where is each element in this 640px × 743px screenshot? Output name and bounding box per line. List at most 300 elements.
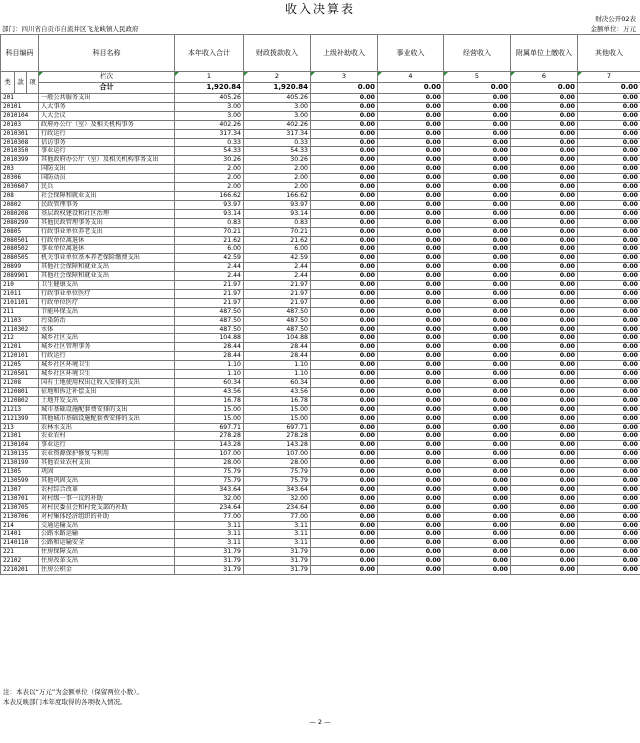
row-business: 0.00 xyxy=(378,298,444,307)
row-code: 2130599 xyxy=(1,476,39,485)
row-superior: 0.00 xyxy=(311,272,378,281)
row-affiliated: 0.00 xyxy=(511,218,578,227)
row-fiscal: 70.21 xyxy=(244,227,311,236)
row-superior: 0.00 xyxy=(311,156,378,165)
row-operation: 0.00 xyxy=(444,236,511,245)
row-operation: 0.00 xyxy=(444,468,511,477)
row-fiscal: 1.10 xyxy=(244,361,311,370)
total-value: 0.00 xyxy=(578,83,640,94)
row-other: 0.00 xyxy=(578,343,640,352)
row-affiliated: 0.00 xyxy=(511,289,578,298)
row-operation: 0.00 xyxy=(444,325,511,334)
row-superior: 0.00 xyxy=(311,111,378,120)
row-operation: 0.00 xyxy=(444,379,511,388)
table-row xyxy=(1,352,640,361)
row-fiscal: 487.50 xyxy=(244,325,311,334)
row-other: 0.00 xyxy=(578,174,640,183)
row-total: 697.71 xyxy=(175,423,244,432)
row-total: 21.97 xyxy=(175,281,244,290)
row-name: 公路水路运输 xyxy=(39,530,175,539)
row-fiscal: 43.56 xyxy=(244,387,311,396)
row-affiliated: 0.00 xyxy=(511,325,578,334)
row-code: 2010308 xyxy=(1,138,39,147)
row-fiscal: 487.50 xyxy=(244,316,311,325)
row-fiscal: 0.33 xyxy=(244,138,311,147)
row-code: 2010350 xyxy=(1,147,39,156)
row-total: 166.62 xyxy=(175,191,244,200)
row-other: 0.00 xyxy=(578,387,640,396)
row-business: 0.00 xyxy=(378,459,444,468)
table-row xyxy=(1,218,640,227)
row-fiscal: 107.00 xyxy=(244,450,311,459)
row-name: 对村集体经济组织的补助 xyxy=(39,512,175,521)
row-code: 2130135 xyxy=(1,450,39,459)
row-fiscal: 31.79 xyxy=(244,557,311,566)
table-row xyxy=(1,298,640,307)
row-business: 0.00 xyxy=(378,370,444,379)
row-name: 住房保障支出 xyxy=(39,548,175,557)
row-operation: 0.00 xyxy=(444,503,511,512)
row-business: 0.00 xyxy=(378,521,444,530)
row-total: 28.44 xyxy=(175,352,244,361)
row-name: 土地开发支出 xyxy=(39,396,175,405)
row-name: 行政事业单位医疗 xyxy=(39,289,175,298)
row-affiliated: 0.00 xyxy=(511,557,578,566)
row-superior: 0.00 xyxy=(311,298,378,307)
row-business: 0.00 xyxy=(378,485,444,494)
row-operation: 0.00 xyxy=(444,343,511,352)
row-code: 2080501 xyxy=(1,236,39,245)
row-superior: 0.00 xyxy=(311,405,378,414)
row-affiliated: 0.00 xyxy=(511,405,578,414)
row-other: 0.00 xyxy=(578,281,640,290)
row-code: 201 xyxy=(1,94,39,103)
row-other: 0.00 xyxy=(578,236,640,245)
table-row xyxy=(1,281,640,290)
row-business: 0.00 xyxy=(378,307,444,316)
row-business: 0.00 xyxy=(378,557,444,566)
row-total: 60.34 xyxy=(175,379,244,388)
row-code: 2101101 xyxy=(1,298,39,307)
row-name: 政府办公厅（室）及相关机构事务 xyxy=(39,120,175,129)
row-code: 2130701 xyxy=(1,494,39,503)
table-row xyxy=(1,539,640,548)
table-row xyxy=(1,325,640,334)
row-name: 农业农村 xyxy=(39,432,175,441)
row-other: 0.00 xyxy=(578,521,640,530)
table-row xyxy=(1,174,640,183)
row-fiscal: 28.44 xyxy=(244,352,311,361)
row-business: 0.00 xyxy=(378,334,444,343)
row-operation: 0.00 xyxy=(444,245,511,254)
row-superior: 0.00 xyxy=(311,503,378,512)
table-row xyxy=(1,379,640,388)
row-business: 0.00 xyxy=(378,289,444,298)
row-operation: 0.00 xyxy=(444,334,511,343)
row-name: 行政事业单位养老支出 xyxy=(39,227,175,236)
row-total: 42.59 xyxy=(175,254,244,263)
row-total: 32.00 xyxy=(175,494,244,503)
total-label: 合计 xyxy=(39,83,175,94)
row-operation: 0.00 xyxy=(444,432,511,441)
total-value: 1,920.84 xyxy=(244,83,311,94)
row-affiliated: 0.00 xyxy=(511,414,578,423)
row-operation: 0.00 xyxy=(444,200,511,209)
row-total: 104.88 xyxy=(175,334,244,343)
row-affiliated: 0.00 xyxy=(511,503,578,512)
table-row xyxy=(1,94,640,103)
col-number: 6 xyxy=(511,72,578,83)
row-fiscal: 75.79 xyxy=(244,468,311,477)
row-name: 信访事务 xyxy=(39,138,175,147)
row-fiscal: 77.00 xyxy=(244,512,311,521)
row-fiscal: 697.71 xyxy=(244,423,311,432)
row-fiscal: 317.34 xyxy=(244,129,311,138)
row-code: 2130104 xyxy=(1,441,39,450)
row-business: 0.00 xyxy=(378,147,444,156)
row-name: 事业单位离退休 xyxy=(39,245,175,254)
row-operation: 0.00 xyxy=(444,512,511,521)
row-superior: 0.00 xyxy=(311,236,378,245)
row-superior: 0.00 xyxy=(311,423,378,432)
row-other: 0.00 xyxy=(578,432,640,441)
income-table xyxy=(0,34,640,575)
row-affiliated: 0.00 xyxy=(511,209,578,218)
row-superior: 0.00 xyxy=(311,129,378,138)
row-superior: 0.00 xyxy=(311,494,378,503)
header-row xyxy=(1,35,640,72)
row-business: 0.00 xyxy=(378,129,444,138)
row-other: 0.00 xyxy=(578,512,640,521)
row-superior: 0.00 xyxy=(311,94,378,103)
row-fiscal: 3.00 xyxy=(244,111,311,120)
row-affiliated: 0.00 xyxy=(511,129,578,138)
row-total: 54.33 xyxy=(175,147,244,156)
row-other: 0.00 xyxy=(578,94,640,103)
row-superior: 0.00 xyxy=(311,254,378,263)
row-superior: 0.00 xyxy=(311,165,378,174)
row-business: 0.00 xyxy=(378,325,444,334)
row-fiscal: 405.26 xyxy=(244,94,311,103)
table-row xyxy=(1,111,640,120)
row-total: 16.78 xyxy=(175,396,244,405)
row-fiscal: 21.97 xyxy=(244,289,311,298)
row-business: 0.00 xyxy=(378,236,444,245)
table-row xyxy=(1,191,640,200)
row-superior: 0.00 xyxy=(311,200,378,209)
row-total: 3.00 xyxy=(175,102,244,111)
table-row xyxy=(1,343,640,352)
row-affiliated: 0.00 xyxy=(511,316,578,325)
table-row xyxy=(1,138,640,147)
row-other: 0.00 xyxy=(578,200,640,209)
row-other: 0.00 xyxy=(578,325,640,334)
row-business: 0.00 xyxy=(378,414,444,423)
row-name: 公路和运输安全 xyxy=(39,539,175,548)
table-row xyxy=(1,263,640,272)
row-other: 0.00 xyxy=(578,494,640,503)
row-code: 21103 xyxy=(1,316,39,325)
header-name: 科目名称 xyxy=(39,35,175,72)
row-total: 75.79 xyxy=(175,468,244,477)
row-name: 国防动员 xyxy=(39,174,175,183)
row-superior: 0.00 xyxy=(311,138,378,147)
row-operation: 0.00 xyxy=(444,405,511,414)
table-row xyxy=(1,459,640,468)
row-total: 28.44 xyxy=(175,343,244,352)
row-operation: 0.00 xyxy=(444,396,511,405)
table-row xyxy=(1,245,640,254)
row-name: 对村级一事一议的补助 xyxy=(39,494,175,503)
row-name: 机关事业单位基本养老保险缴费支出 xyxy=(39,254,175,263)
table-row xyxy=(1,272,640,281)
row-operation: 0.00 xyxy=(444,129,511,138)
row-business: 0.00 xyxy=(378,254,444,263)
row-other: 0.00 xyxy=(578,156,640,165)
row-affiliated: 0.00 xyxy=(511,227,578,236)
row-operation: 0.00 xyxy=(444,263,511,272)
row-code: 2080208 xyxy=(1,209,39,218)
header-other: 其他收入 xyxy=(578,35,640,72)
row-business: 0.00 xyxy=(378,281,444,290)
row-total: 278.28 xyxy=(175,432,244,441)
table-row xyxy=(1,494,640,503)
row-affiliated: 0.00 xyxy=(511,165,578,174)
row-fiscal: 343.64 xyxy=(244,485,311,494)
row-fiscal: 75.79 xyxy=(244,476,311,485)
header-operation: 经营收入 xyxy=(444,35,511,72)
row-other: 0.00 xyxy=(578,352,640,361)
row-affiliated: 0.00 xyxy=(511,387,578,396)
table-row xyxy=(1,236,640,245)
row-superior: 0.00 xyxy=(311,379,378,388)
row-superior: 0.00 xyxy=(311,450,378,459)
table-row xyxy=(1,156,640,165)
row-business: 0.00 xyxy=(378,263,444,272)
row-code: 2130705 xyxy=(1,503,39,512)
row-business: 0.00 xyxy=(378,548,444,557)
row-business: 0.00 xyxy=(378,343,444,352)
table-row xyxy=(1,334,640,343)
row-total: 93.97 xyxy=(175,200,244,209)
row-other: 0.00 xyxy=(578,361,640,370)
row-other: 0.00 xyxy=(578,102,640,111)
row-affiliated: 0.00 xyxy=(511,530,578,539)
row-other: 0.00 xyxy=(578,183,640,192)
row-business: 0.00 xyxy=(378,272,444,281)
row-fiscal: 2.44 xyxy=(244,272,311,281)
table-row xyxy=(1,120,640,129)
column-number-row xyxy=(1,72,640,83)
row-operation: 0.00 xyxy=(444,557,511,566)
row-affiliated: 0.00 xyxy=(511,200,578,209)
row-business: 0.00 xyxy=(378,138,444,147)
row-superior: 0.00 xyxy=(311,468,378,477)
row-affiliated: 0.00 xyxy=(511,191,578,200)
row-fiscal: 15.00 xyxy=(244,414,311,423)
row-superior: 0.00 xyxy=(311,263,378,272)
row-name: 城市基础设施配套费安排的支出 xyxy=(39,405,175,414)
header-superior: 上级补助收入 xyxy=(311,35,378,72)
row-affiliated: 0.00 xyxy=(511,485,578,494)
row-affiliated: 0.00 xyxy=(511,468,578,477)
table-row xyxy=(1,468,640,477)
row-other: 0.00 xyxy=(578,138,640,147)
row-operation: 0.00 xyxy=(444,494,511,503)
row-name: 基层政权建设和社区治理 xyxy=(39,209,175,218)
row-affiliated: 0.00 xyxy=(511,263,578,272)
row-affiliated: 0.00 xyxy=(511,334,578,343)
table-row xyxy=(1,370,640,379)
row-affiliated: 0.00 xyxy=(511,450,578,459)
row-affiliated: 0.00 xyxy=(511,298,578,307)
row-operation: 0.00 xyxy=(444,120,511,129)
row-operation: 0.00 xyxy=(444,102,511,111)
row-affiliated: 0.00 xyxy=(511,254,578,263)
row-business: 0.00 xyxy=(378,191,444,200)
row-other: 0.00 xyxy=(578,450,640,459)
row-affiliated: 0.00 xyxy=(511,566,578,575)
row-other: 0.00 xyxy=(578,539,640,548)
row-affiliated: 0.00 xyxy=(511,459,578,468)
row-fiscal: 32.00 xyxy=(244,494,311,503)
row-code: 20306 xyxy=(1,174,39,183)
row-name: 人大事务 xyxy=(39,102,175,111)
row-name: 征地和拆迁补偿支出 xyxy=(39,387,175,396)
row-operation: 0.00 xyxy=(444,566,511,575)
row-business: 0.00 xyxy=(378,539,444,548)
row-fiscal: 31.79 xyxy=(244,566,311,575)
row-other: 0.00 xyxy=(578,396,640,405)
row-total: 317.34 xyxy=(175,129,244,138)
row-operation: 0.00 xyxy=(444,298,511,307)
row-code: 21205 xyxy=(1,361,39,370)
row-operation: 0.00 xyxy=(444,254,511,263)
row-code: 2080505 xyxy=(1,254,39,263)
row-operation: 0.00 xyxy=(444,156,511,165)
row-operation: 0.00 xyxy=(444,414,511,423)
department-label: 部门：四川省自贡市自流井区飞龙峡镇人民政府 xyxy=(2,25,139,33)
row-operation: 0.00 xyxy=(444,307,511,316)
row-business: 0.00 xyxy=(378,94,444,103)
row-affiliated: 0.00 xyxy=(511,379,578,388)
row-business: 0.00 xyxy=(378,102,444,111)
row-total: 405.26 xyxy=(175,94,244,103)
row-total: 21.97 xyxy=(175,298,244,307)
seq-label: 栏次 xyxy=(39,72,175,83)
row-total: 487.50 xyxy=(175,325,244,334)
col-number: 3 xyxy=(311,72,378,83)
row-code: 22102 xyxy=(1,557,39,566)
row-code: 213 xyxy=(1,423,39,432)
row-business: 0.00 xyxy=(378,423,444,432)
note-line: 本表反映部门本年度取得的各项收入情况。 xyxy=(3,698,127,706)
row-business: 0.00 xyxy=(378,245,444,254)
col-number: 4 xyxy=(378,72,444,83)
row-code: 2030607 xyxy=(1,183,39,192)
row-name: 国防支出 xyxy=(39,165,175,174)
row-fiscal: 93.97 xyxy=(244,200,311,209)
row-name: 交通运输支出 xyxy=(39,521,175,530)
row-name: 行政运行 xyxy=(39,352,175,361)
row-superior: 0.00 xyxy=(311,530,378,539)
row-fiscal: 487.50 xyxy=(244,307,311,316)
row-total: 2.44 xyxy=(175,272,244,281)
row-operation: 0.00 xyxy=(444,352,511,361)
row-other: 0.00 xyxy=(578,334,640,343)
row-superior: 0.00 xyxy=(311,361,378,370)
row-other: 0.00 xyxy=(578,459,640,468)
row-operation: 0.00 xyxy=(444,209,511,218)
row-superior: 0.00 xyxy=(311,289,378,298)
total-value: 1,920.84 xyxy=(175,83,244,94)
row-code: 2210201 xyxy=(1,566,39,575)
col-number: 5 xyxy=(444,72,511,83)
row-name: 其他社会保障和就业支出 xyxy=(39,272,175,281)
row-total: 15.00 xyxy=(175,405,244,414)
row-code: 2120802 xyxy=(1,396,39,405)
row-total: 2.00 xyxy=(175,174,244,183)
row-code: 2110302 xyxy=(1,325,39,334)
row-superior: 0.00 xyxy=(311,387,378,396)
row-name: 对村民委员会和村党支部的补助 xyxy=(39,503,175,512)
row-business: 0.00 xyxy=(378,450,444,459)
row-total: 21.97 xyxy=(175,289,244,298)
row-total: 487.50 xyxy=(175,307,244,316)
table-notes xyxy=(3,687,143,707)
row-fiscal: 3.11 xyxy=(244,539,311,548)
table-row xyxy=(1,530,640,539)
row-business: 0.00 xyxy=(378,361,444,370)
col-number: 7 xyxy=(578,72,640,83)
row-affiliated: 0.00 xyxy=(511,441,578,450)
row-total: 93.14 xyxy=(175,209,244,218)
table-row xyxy=(1,548,640,557)
header-lei: 类 xyxy=(1,72,15,94)
row-fiscal: 0.83 xyxy=(244,218,311,227)
row-superior: 0.00 xyxy=(311,120,378,129)
row-business: 0.00 xyxy=(378,379,444,388)
row-superior: 0.00 xyxy=(311,147,378,156)
row-total: 487.50 xyxy=(175,316,244,325)
row-other: 0.00 xyxy=(578,227,640,236)
row-business: 0.00 xyxy=(378,387,444,396)
row-fiscal: 54.33 xyxy=(244,147,311,156)
table-row xyxy=(1,387,640,396)
row-name: 行政运行 xyxy=(39,129,175,138)
row-code: 20802 xyxy=(1,200,39,209)
row-total: 31.79 xyxy=(175,548,244,557)
row-superior: 0.00 xyxy=(311,521,378,530)
row-name: 其他城市基础设施配套费安排的支出 xyxy=(39,414,175,423)
row-superior: 0.00 xyxy=(311,539,378,548)
row-affiliated: 0.00 xyxy=(511,539,578,548)
row-name: 其他社会保障和就业支出 xyxy=(39,263,175,272)
table-row xyxy=(1,165,640,174)
row-name: 国有土地使用权出让收入安排的支出 xyxy=(39,379,175,388)
row-superior: 0.00 xyxy=(311,227,378,236)
row-other: 0.00 xyxy=(578,379,640,388)
row-name: 污染防治 xyxy=(39,316,175,325)
row-total: 3.11 xyxy=(175,539,244,548)
row-affiliated: 0.00 xyxy=(511,236,578,245)
row-code: 2130706 xyxy=(1,512,39,521)
row-superior: 0.00 xyxy=(311,281,378,290)
page-number: — 2 — xyxy=(309,718,331,726)
row-code: 21208 xyxy=(1,379,39,388)
row-affiliated: 0.00 xyxy=(511,423,578,432)
row-name: 事业运行 xyxy=(39,147,175,156)
